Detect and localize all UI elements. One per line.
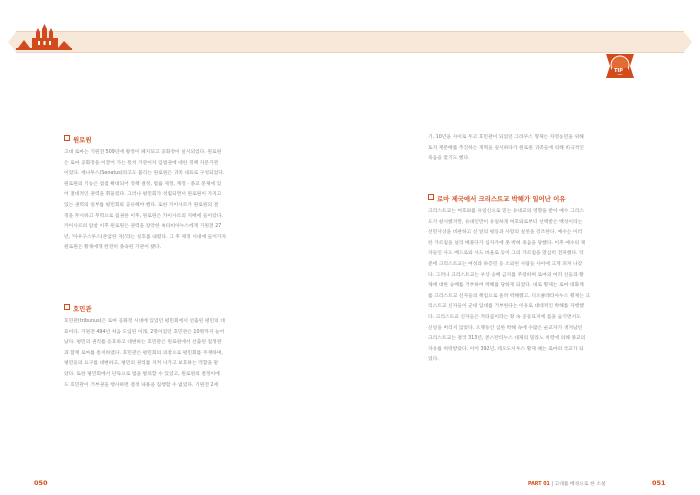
text-line: 기, 10년을 사이로 두고 호민관이 되었던 그라쿠스 형제는 자영농민을 위해	[428, 135, 584, 140]
persecution-paragraph	[428, 207, 654, 366]
text-line: 원로원은 황제에게 완전히 종속된 기관이 됐다.	[64, 245, 162, 251]
text-line: 호민관(tribunus)은 로마 공화정 시대에 있었던 평민회에서 선출된 평민의 대	[64, 319, 225, 324]
text-line: 자들인 사도 베드로와 사도 바울로 등이 그의 가르침을 열심히 전파했다. 덕	[428, 251, 584, 257]
text-line: 다. 그러나 크리스트교는 우상 숭배 금지를 주장하며 로마의 여러 신들과 황	[428, 272, 584, 278]
text-line: 년, '아우구스투스(존엄한 자)'라는 칭호를 내렸다. 그 후 제정 시대에 들어가자	[64, 234, 227, 240]
footer-part: PART 01	[528, 482, 550, 487]
right-page	[350, 0, 700, 495]
text-line: 고대 로마는 기원전 509년에 왕정이 폐지되고 공화정이 실시되었다. 원로원	[64, 150, 222, 155]
text-line: 있는 권력의 일부를 평민회와 공유해야 했다. 또한 카이사르가 원로원의 결	[64, 202, 219, 208]
heading-square-icon	[64, 135, 70, 141]
text-line: 한 가르침을 널리 배풀다가 십자가에 못 박혀 죽음을 당했다. 이후 예수의 제	[428, 240, 586, 246]
section-heading-persecution	[428, 194, 565, 203]
page-number-left: 050	[34, 479, 48, 487]
text-line: 었다.	[428, 357, 439, 363]
text-line: 카이사르의 암살 이후 원로원은 권력을 장악한 옥타비아누스에게 기원전 27	[64, 224, 222, 230]
tribune-paragraph	[64, 317, 290, 391]
text-line: 평민들의 요구를 대변하고, 평민의 권리를 지켜 나가고 보호하는 역할을 맡	[64, 361, 219, 367]
text-line: 도 호민관이 거부권을 행사하면 결정 내용을 집행할 수 없었다. 기원전 2세	[64, 382, 219, 388]
text-line: 죽음을 맞기도 했다.	[428, 156, 470, 162]
senate-paragraph	[64, 148, 290, 254]
text-line: 원로원의 기능은 점점 확대되어 정책 결정, 법률 제정, 재정 · 종교 문제에 있	[64, 181, 222, 187]
page-number-right: 051	[652, 479, 666, 487]
footer-title: 고대를 배경으로 한 소설	[554, 482, 606, 487]
text-line: 토지 재분배를 추진하는 개혁을 실시하다가 원로원 귀족들에 의해 비극적인	[428, 145, 584, 151]
text-line: 리스트교 신자들이 군대 입대를 거부한다는 이유로 대대적인 박해를 자행했	[428, 304, 584, 310]
heading-text: 로마 제국에서 크리스트교 박해가 일어난 이유	[437, 195, 566, 203]
text-line: 았다. 또한 평민회에서 단독으로 법을 발의할 수 있었고, 원로원의 결정이에	[64, 371, 220, 377]
text-line: 크리스트교는 여호와를 유일신으로 믿는 유대교의 영향을 받아 예수 그리스	[428, 209, 584, 214]
footer-running-head	[528, 480, 606, 487]
text-line: 어 절대적인 권력을 휘둘렀다. 그러나 평민회가 성립되면서 원로원이 가지고	[64, 192, 222, 198]
text-line: 다. 크리스트교 신자들은 카타콤이라는 땅 속 공동묘지에 몸을 숨기면서도	[428, 314, 581, 320]
heading-square-icon	[64, 304, 70, 310]
text-line: 정을 무시하고 무력으로 집권한 이후, 원로원은 카이사르의 지배에 들어갔다.	[64, 213, 223, 219]
text-line: 선민사상을 비판하고 신 앞의 평등과 사랑의 실천을 강조한다. 예수는 이러	[428, 230, 583, 236]
heading-square-icon	[428, 194, 434, 200]
text-line: 자유를 허락받았다. 이어 392년, 테오도시우스 황제 때는 로마의 국교가 되	[428, 346, 584, 352]
heading-text: 원로원	[73, 136, 92, 144]
text-line: 났다. 평민의 권리를 옹호하고 대변하는 호민관은 원로원에서 선출된 집정관	[64, 340, 222, 346]
text-line: 신앙을 버리지 않았다. 오랫동안 심한 박해 속에 수많은 순교자가 생겨났던	[428, 325, 583, 331]
tribune-continued-paragraph	[428, 133, 654, 165]
footer-separator: |	[551, 482, 555, 487]
tip-badge-label: TIP	[614, 68, 623, 74]
text-line: 이었다. 세나투스(Senatus)라고도 불리는 원로원은 귀족 대표로 구성되었다.	[64, 171, 225, 177]
section-heading-senate	[64, 135, 92, 144]
text-line: 제에 대한 숭배를 거부하여 박해를 당하게 되었다. 네로 황제는 로마 대화재	[428, 283, 584, 289]
text-line: 분에 크리스트교는 여성과 하층민 등 소외된 사람들 사이에 크게 퍼져 나갔	[428, 261, 583, 267]
text-line: 표이다. 기원전 494년 처음 도입된 이래, 2명이었던 호민관은 10명까지 늘어	[64, 329, 225, 335]
heading-text: 호민관	[73, 305, 92, 313]
section-heading-tribune	[64, 304, 92, 313]
text-line: 과 함께 로마를 통치하였다. 호민관은 평민회의 의장으로 평민회를 주재하며,	[64, 350, 223, 356]
text-line: 크리스트교는 결국 313년, 콘스탄티누스 대제의 밀라노 칙령에 의해 종교의	[428, 336, 586, 342]
text-line: 은 로마 공화정을 이끌어 가는 통치 기관이자 입법권에 대한 정책 자문기관	[64, 160, 219, 166]
text-line: 도가 창시했지만, 유대인만이 유일하게 여호와로부터 선택받은 백성이라는	[428, 219, 583, 225]
text-line: 를 크리스트교 신자들의 책임으로 돌려 박해했고, 디오클레티아누스 황제는 크	[428, 293, 591, 299]
